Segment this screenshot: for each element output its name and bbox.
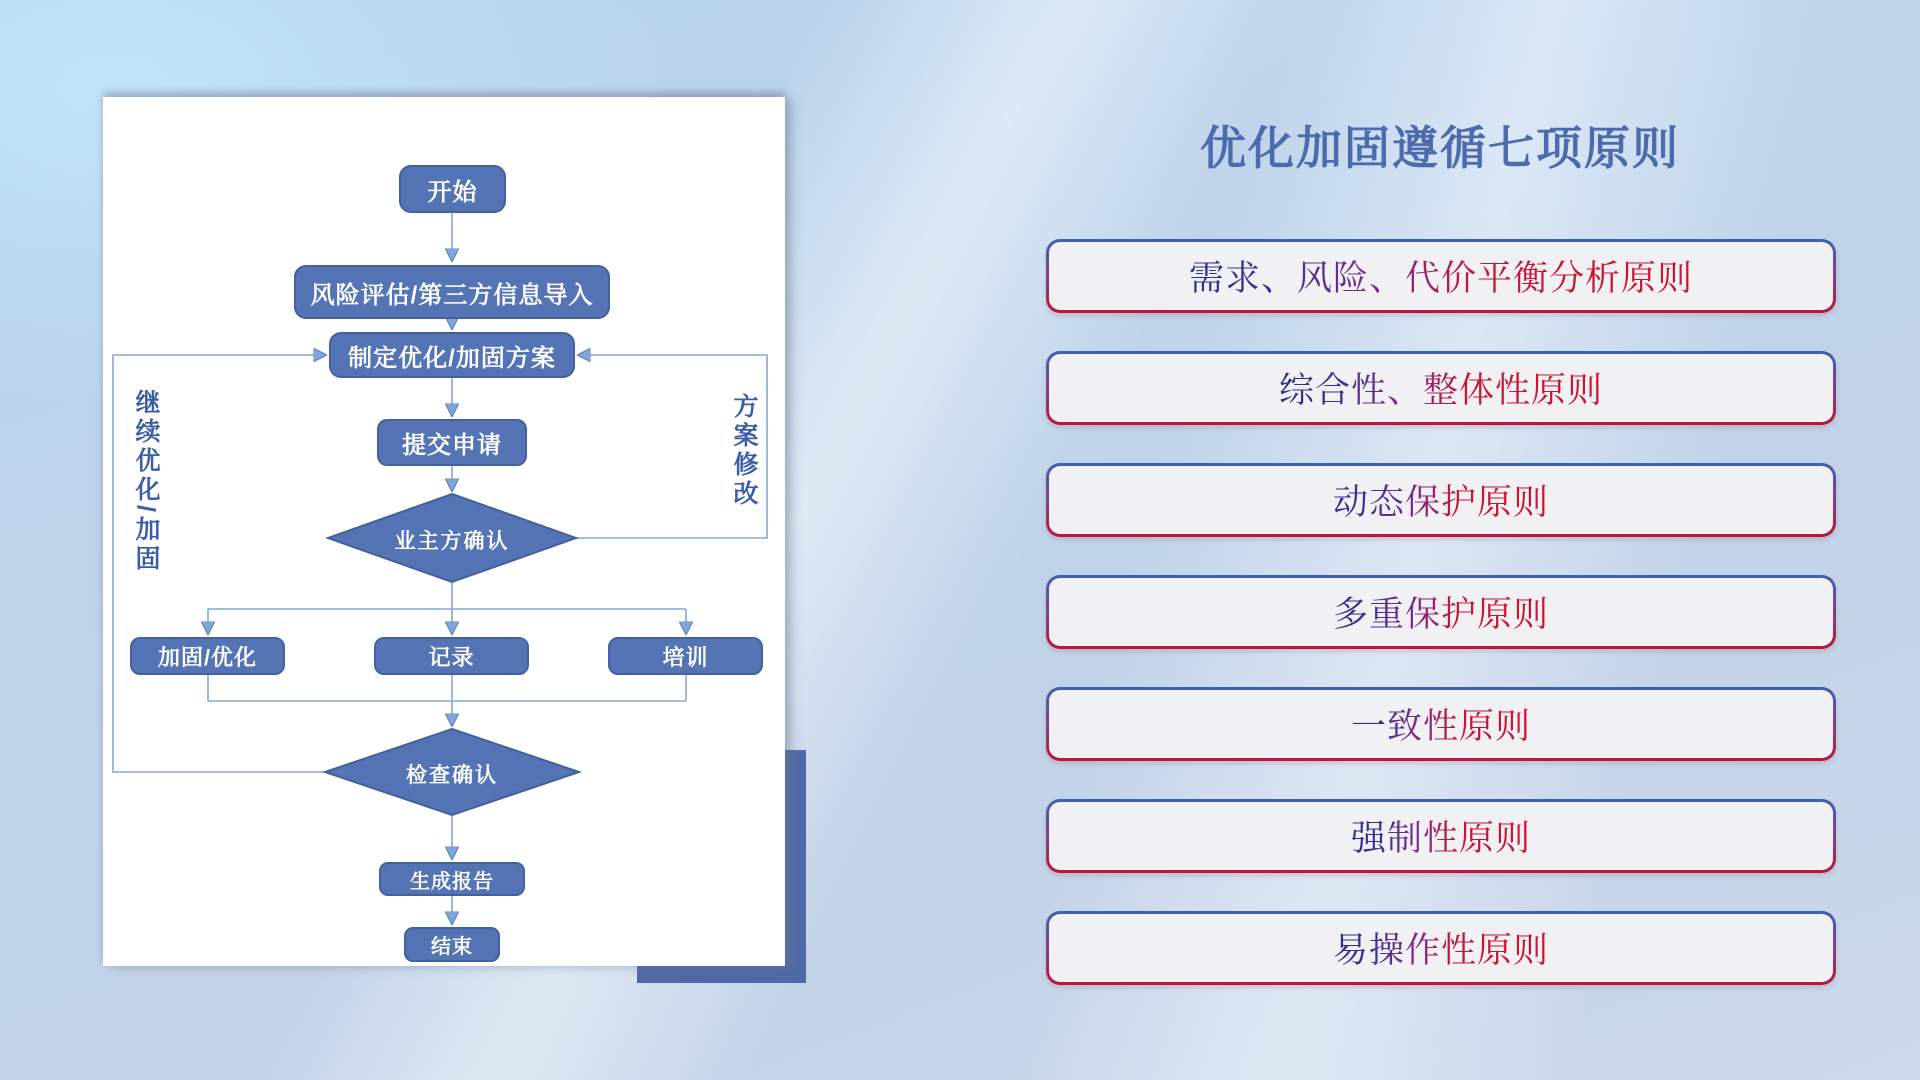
node-record: 记录 (374, 637, 529, 675)
principle-label-1: 需求、风险、代价平衡分析原则 (1189, 251, 1693, 301)
principle-label-3: 动态保护原则 (1333, 475, 1549, 525)
node-start: 开始 (399, 165, 506, 213)
principle-label-6: 强制性原则 (1351, 811, 1531, 861)
principle-card-1 (1046, 239, 1836, 313)
slide-title: 优化加固遵循七项原则 (1200, 122, 1680, 174)
flowchart-panel (103, 97, 785, 966)
principle-label-5: 一致性原则 (1351, 699, 1531, 749)
principle-card-2 (1046, 351, 1836, 425)
loop-label-continue-optimize: 继续优化/加固 (132, 389, 160, 574)
loop-label-plan-revise: 方案修改 (730, 393, 758, 509)
node-submit-request: 提交申请 (377, 419, 527, 466)
node-generate-report: 生成报告 (379, 862, 525, 896)
node-owner-confirm-label: 业主方确认 (394, 530, 510, 553)
principle-label-7: 易操作性原则 (1333, 923, 1549, 973)
node-make-plan: 制定优化/加固方案 (329, 332, 575, 378)
principle-label-4: 多重保护原则 (1333, 587, 1549, 637)
node-check-confirm-label: 检查确认 (406, 764, 498, 787)
principle-card-7 (1046, 911, 1836, 985)
node-training: 培训 (608, 637, 763, 675)
principle-card-3 (1046, 463, 1836, 537)
principle-card-6 (1046, 799, 1836, 873)
node-reinforce-optimize: 加固/优化 (130, 637, 285, 675)
principle-card-5 (1046, 687, 1836, 761)
node-end: 结束 (404, 927, 500, 962)
principle-label-2: 综合性、整体性原则 (1279, 363, 1603, 413)
principle-card-4 (1046, 575, 1836, 649)
node-risk-import: 风险评估/第三方信息导入 (294, 265, 610, 319)
